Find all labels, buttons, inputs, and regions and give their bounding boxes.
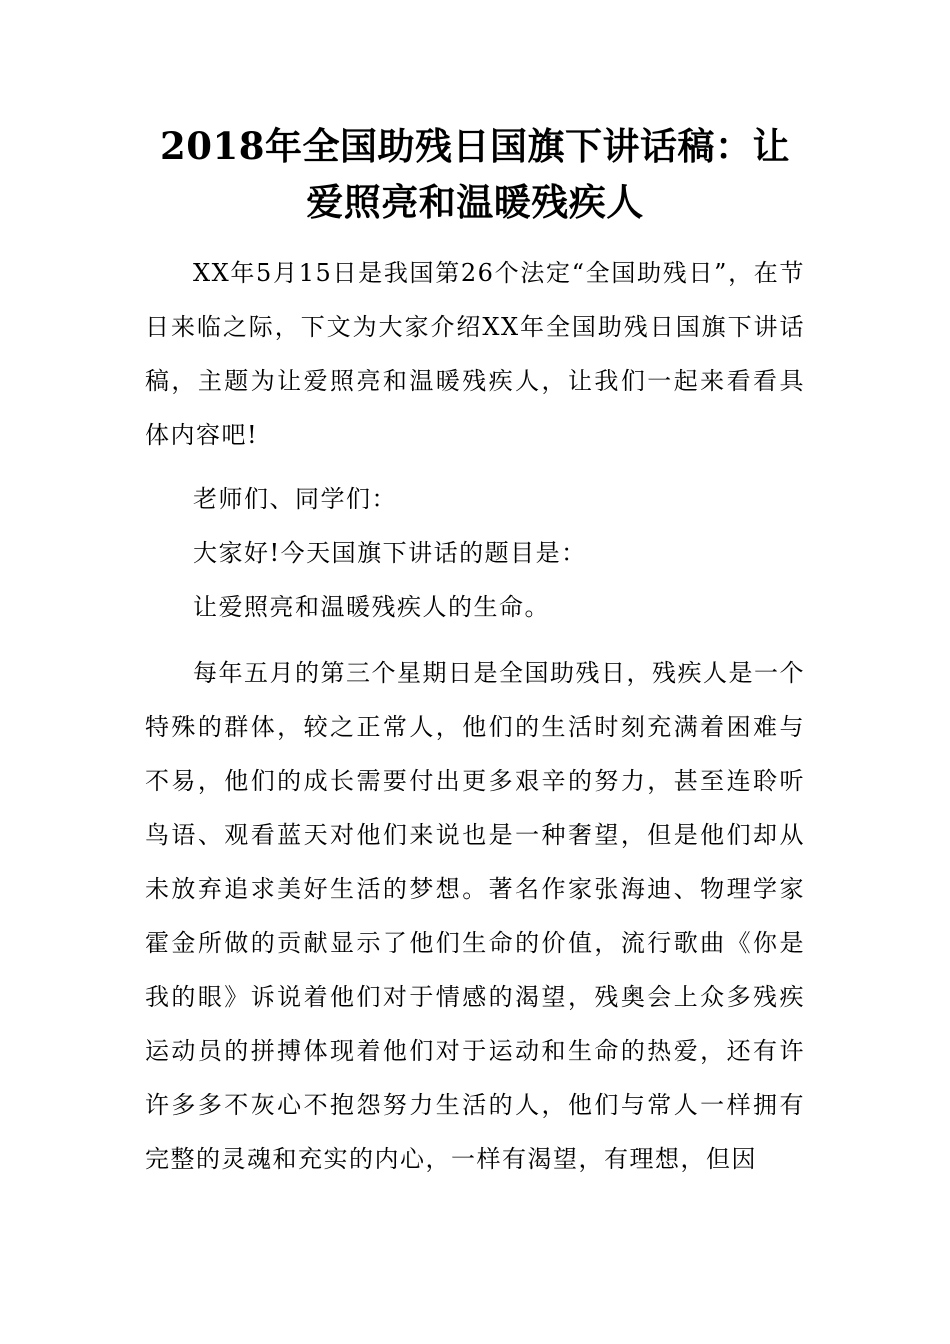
- intro-paragraph: XX年5月15日是我国第26个法定“全国助残日”，在节日来临之际，下文为大家介绍XX年全国助残日国旗下讲话稿，主题为让爱照亮和温暖残疾人，让我们一起来看看具体内容吧!: [145, 259, 805, 449]
- document-title: 2018年全国助残日国旗下讲话稿：让爱照亮和温暖残疾人: [160, 124, 790, 224]
- salutation-paragraph: 老师们、同学们：: [193, 485, 397, 513]
- topic-paragraph: 让爱照亮和温暖残疾人的生命。: [193, 593, 550, 621]
- main-paragraph: 每年五月的第三个星期日是全国助残日，残疾人是一个特殊的群体，较之正常人，他们的生活时刻充满着困难与不易，他们的成长需要付出更多艰辛的努力，甚至连聆听鸟语、观看蓝天对他们来说也是一种奢望，但是他们却从未放弃追求美好生活的梦想。著名作家张海迪、物理学家霍金所做的贡献显示了他们生命的价值，流行歌曲《你是我的眼》诉说着他们对于情感的渴望，残奥会上众多残疾运动员的拼搏体现着他们对于运动和生命的热爱，还有许许多多不灰心不抱怨努力生活的人，他们与常人一样拥有完整的灵魂和充实的内心，一样有渴望，有理想，但因: [145, 659, 805, 1173]
- document-body: [145, 246, 805, 1186]
- greeting-paragraph: 大家好!今天国旗下讲话的题目是：: [193, 539, 587, 567]
